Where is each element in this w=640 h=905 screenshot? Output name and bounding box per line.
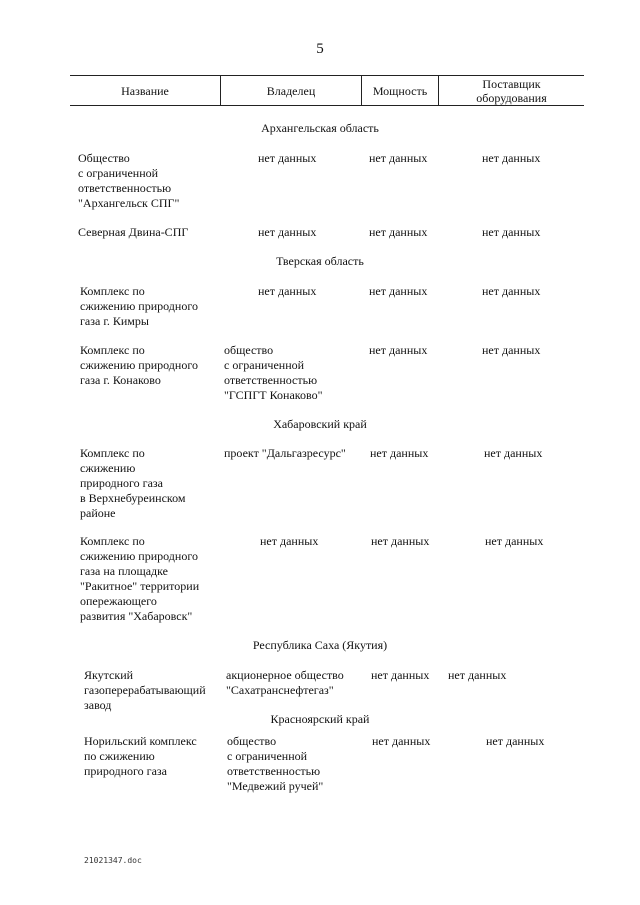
row-supplier: нет данных <box>485 534 544 548</box>
region-title: Красноярский край <box>270 712 370 726</box>
header-top-border <box>70 75 584 76</box>
row-capacity: нет данных <box>371 668 430 682</box>
header-bottom-border <box>70 105 584 106</box>
row-owner: проект "Дальгазресурс" <box>224 446 346 460</box>
row-name: Якутский газоперерабатывающий завод <box>84 668 206 712</box>
row-capacity: нет данных <box>369 151 428 165</box>
row-owner: акционерное общество "Сахатранснефтегаз" <box>226 668 344 697</box>
row-name: Норильский комплекс по сжижению природного газа <box>84 734 197 778</box>
row-name: Комплекс по сжижению природного газа г. Конаково <box>80 343 198 387</box>
row-capacity: нет данных <box>369 225 428 239</box>
header-owner: Владелец <box>266 84 316 98</box>
row-name: Общество с ограниченной ответственностью "Архангельск СПГ" <box>78 151 180 210</box>
row-owner: нет данных <box>258 284 317 298</box>
row-supplier: нет данных <box>448 668 507 682</box>
region-title: Республика Саха (Якутия) <box>252 638 388 652</box>
row-capacity: нет данных <box>369 343 428 357</box>
row-owner: нет данных <box>260 534 319 548</box>
row-capacity: нет данных <box>371 534 430 548</box>
footer-file-reference: 21021347.doc <box>84 856 142 865</box>
row-name: Комплекс по сжижению природного газа г. Кимры <box>80 284 198 328</box>
row-supplier: нет данных <box>482 151 541 165</box>
row-owner: общество с ограниченной ответственностью "ГСПГТ Конаково" <box>224 343 323 402</box>
row-capacity: нет данных <box>370 446 429 460</box>
row-name: Комплекс по сжижению природного газа на площадке "Ракитное" территории опережающего развития "Хабаровск" <box>80 534 200 623</box>
row-supplier: нет данных <box>482 225 541 239</box>
region-title: Хабаровский край <box>273 417 367 431</box>
header-name: Название <box>121 84 169 98</box>
header-capacity: Мощность <box>372 84 428 98</box>
page-number: 5 <box>316 41 324 57</box>
row-capacity: нет данных <box>369 284 428 298</box>
region-title: Архангельская область <box>261 121 379 135</box>
row-owner: общество с ограниченной ответственностью "Медвежий ручей" <box>227 734 324 793</box>
row-owner: нет данных <box>258 225 317 239</box>
row-name: Северная Двина-СПГ <box>78 225 189 239</box>
row-capacity: нет данных <box>372 734 431 748</box>
region-title: Тверская область <box>276 254 364 268</box>
row-supplier: нет данных <box>482 284 541 298</box>
row-name: Комплекс по сжижению природного газа в Верхнебуреинском районе <box>80 446 186 520</box>
header-supplier: Поставщик оборудования <box>476 77 547 105</box>
row-supplier: нет данных <box>482 343 541 357</box>
row-supplier: нет данных <box>486 734 545 748</box>
row-supplier: нет данных <box>484 446 543 460</box>
row-owner: нет данных <box>258 151 317 165</box>
